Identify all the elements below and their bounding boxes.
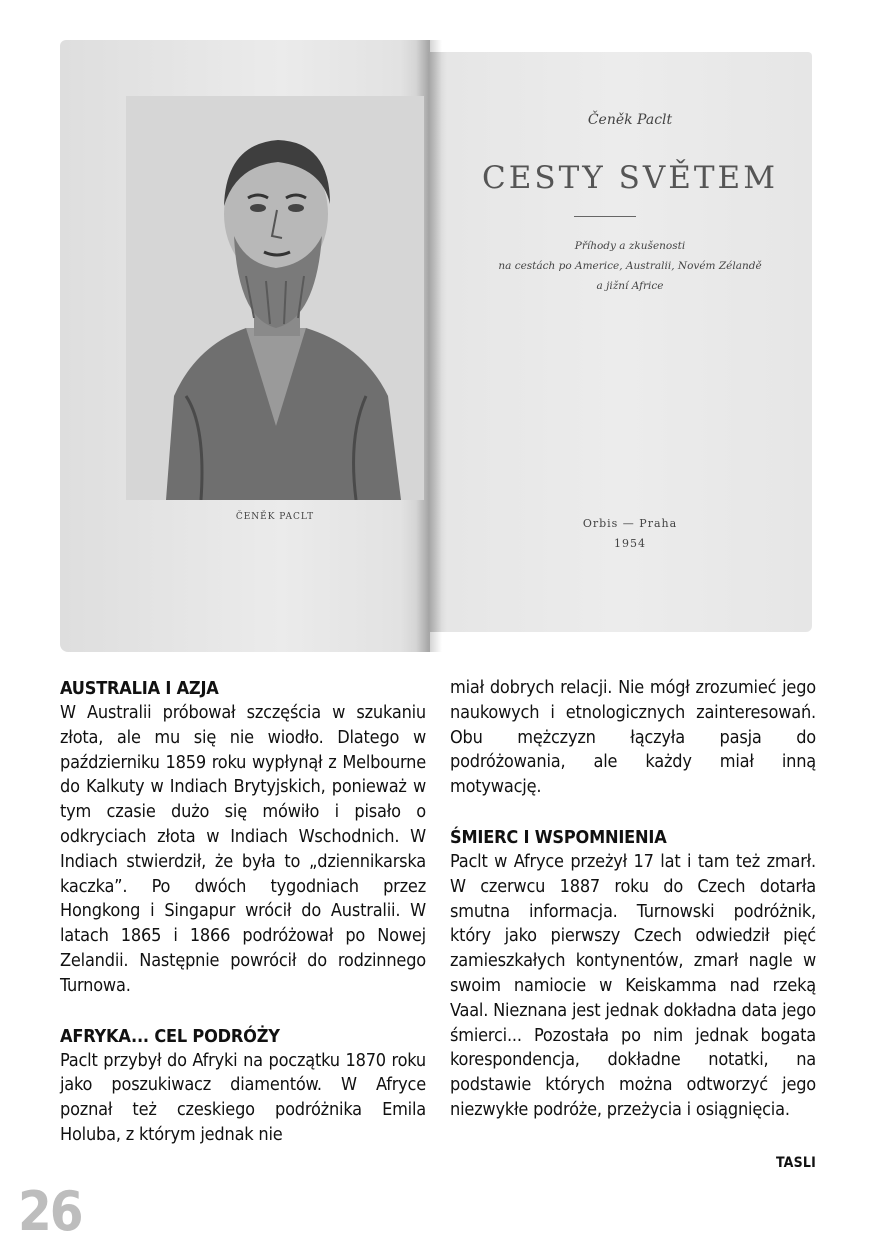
section-text-australia: W Australii próbował szczęścia w szukaniu złota, ale mu się nie wiodło. Dlatego w październiku 1859 roku wypłynął z Melbourne do Kalkuty w Indiach Brytyjskich, ponieważ w tym czasie dużo się mówiło i pisało o odkryciach złota w Indiach Wschodnich. W Indiach stwierdził, że była to „dziennikarska kaczka”. Po dwóch tygodniach przez Hongkong i Singapur wrócił do Australii. W latach 1865 i 1866 podróżował po Nowej Zelandii. Następnie powrócił do rodzinnego Turnowa.: [60, 702, 426, 996]
book-title: CESTY SVĚTEM: [482, 160, 778, 196]
page-number: 26: [18, 1180, 82, 1243]
book-publisher: [448, 514, 812, 554]
article-column-left: [60, 676, 426, 1148]
section-text-africa-continued: miał dobrych relacji. Nie mógł zrozumieć jego naukowych i etnologicznych zainteresowań. Obu mężczyzn łączyła pasja do podróżowania, ale każdy miał inną motywację.: [450, 677, 816, 798]
book-photo: [56, 30, 816, 660]
section-heading-death: ŚMIERC I WSPOMNIENIA: [450, 826, 667, 848]
publisher-name: Orbis — Praha: [582, 517, 678, 530]
article-column-right: [450, 676, 816, 1123]
subtitle-line: a jižní Africe: [596, 280, 664, 292]
section-text-death: Paclt w Afryce przeżył 17 lat i tam też zmarł. W czerwcu 1887 roku do Czech dotarła smutna informacja. Turnowski podróżnik, który jako pierwszy Czech odwiedził pięć zamieszkałych kontynentów, zmarł nagle w swoim namiocie w Keiskamma nad rzeką Vaal. Nieznana jest jednak dokładna data jego śmierci... Pozostała po nim jednak bogata korespondencja, dokładne notatki, na podstawie których można odtworzyć jego niezwykłe podróże, przeżycia i osiągnięcia.: [450, 850, 816, 1120]
book-subtitle: [448, 236, 812, 296]
subtitle-line: na cestách po Americe, Australii, Novém Zélandě: [498, 260, 762, 272]
section-heading-africa: AFRYKA... CEL PODRÓŻY: [60, 1025, 280, 1047]
section-heading-australia: AUSTRALIA I AZJA: [60, 678, 219, 699]
author-signature: TASLI: [775, 1155, 816, 1171]
book-author: Čeněk Paclt: [587, 112, 673, 128]
subtitle-line: Příhody a zkušenosti: [574, 240, 686, 252]
publication-year: 1954: [614, 537, 646, 550]
section-text-africa: Paclt przybył do Afryki na początku 1870 roku jako poszukiwacz diamentów. W Afryce poznał też czeskiego podróżnika Emila Holuba, z którym jednak nie: [60, 1049, 426, 1145]
author-portrait: [126, 96, 424, 500]
portrait-engraving-image: [126, 96, 424, 500]
portrait-caption: ČENĚK PACLT: [235, 512, 315, 522]
title-divider: [574, 216, 636, 217]
